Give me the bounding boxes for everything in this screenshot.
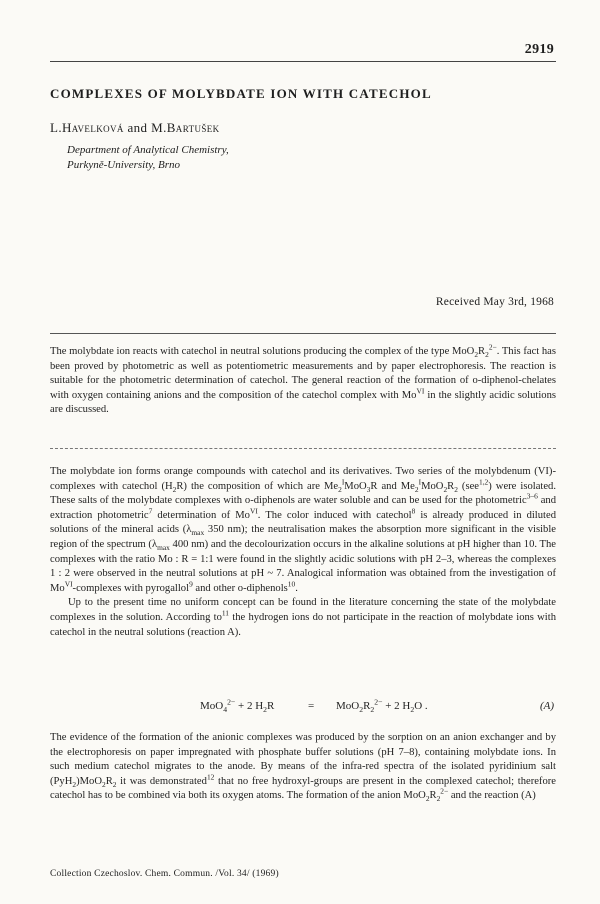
body-text-upper xyxy=(50,465,556,640)
affiliation-line-1: Department of Analytical Chemistry, xyxy=(67,144,229,156)
paragraph-3: The evidence of the formation of the anionic complexes was produced by the sorption on an anion exchanger and by the electrophoresis on paper impregnated with phosphate buffer solutions (pH 7–8), containing molybdate ions. In such medium catechol migrates to the anode. By means of the infra-red spectra of the isolated pyridinium salt $(PyH_2)MoO_2R_2$ it was demonstrated$^{12}$ that no free hydroxyl-groups are present in the complexed catechol; therefore catechol has to be combined via both its oxygen atoms. The formation of the anion $MoO_2R_2^{2-}$ and the reaction (A) xyxy=(50,732,556,804)
author-initial-2: M. xyxy=(151,120,167,135)
author-conjunction: and xyxy=(127,120,148,135)
equation-left: MoO$_4^{2-}$ + 2 $H_2R$ xyxy=(200,697,275,715)
paragraph-1: The molybdate ion forms orange compounds with catechol and its derivatives. Two series of the molybdenum (VI)-complexes with catechol $(H_2R)$ the composition of which are $Me_2^IMoO_3R$ and $Me_2^IMoO_2R_2$ (see$^{1,2}$) were isolated. These salts of the molybdate complexes with o-diphenols are water soluble and can be used for the photometric$^{3-6}$ and extraction photometric$^7$ determination of $Mo^{VI}$. The color induced with catechol$^8$ is already produced in diluted solutions of the mineral acids ($\lambda_{max}$ 350 nm); the neutralisation makes the absorption more significant in the visible region of the spectrum ($\lambda_{max}$ 400 nm) and the decolourization occurs in the alkaline solutions at pH higher than 10. The complexes with the ratio Mo : R = 1:1 were found in the slightly acidic solutions with pH 2–3, whereas the complexes 1 : 2 were observed in the neutral solutions at pH ~ 7. Analogical information was obtained from the investigation of $Mo^{VI}$-complexes with pyrogallol$^9$ and other o-diphenols$^{10}$. xyxy=(50,466,557,594)
page-number: 2919 xyxy=(524,42,554,57)
abstract: The molybdate ion reacts with catechol in neutral solutions producing the complex of the type $MoO_2R_2^{2-}$. This fact has been proved by photometric as well as potentiometric measurements and by paper electrophoresis. The reaction is suitable for the photometric determination of catechol. The general reaction of the formation of o-diphenol-chelates with oxygen containing anions and the composition of the catechol complex with $Mo^{VI}$ in the slightly acidic solutions are discussed. xyxy=(50,342,557,416)
affiliation xyxy=(67,143,229,173)
affiliation-line-2: Purkyně-University, Brno xyxy=(67,159,181,171)
equation-label: (A) xyxy=(539,700,554,712)
journal-footer: Collection Czechoslov. Chem. Commun. /Vol. 34/ (1969) xyxy=(50,869,279,879)
author-line xyxy=(50,120,220,136)
author-surname-2: Bartušek xyxy=(166,120,220,135)
received-date: Received May 3rd, 1968 xyxy=(435,296,554,308)
equation-right: $MoO_2R_2^{2-} + 2$ $H_2O$ . xyxy=(336,697,428,715)
paragraph-2: Up to the present time no uniform concept can be found in the literature concerning the state of the molybdate complexes in the solution. According $to^{11}$ the hydrogen ions do not participate in the reaction of molybdate ions with catechol in the neutral solutions (reaction A). xyxy=(50,597,556,638)
article-title: COMPLEXES OF MOLYBDATE ION WITH CATECHOL xyxy=(50,86,432,101)
author-surname-1: Havelková xyxy=(62,120,124,135)
header-rule xyxy=(50,61,556,62)
equation-a xyxy=(50,697,556,716)
abstract-rule-top xyxy=(50,333,556,334)
abstract-rule-bottom xyxy=(50,448,556,449)
equation-equals: = xyxy=(308,700,315,712)
author-initial-1: L. xyxy=(50,120,62,135)
